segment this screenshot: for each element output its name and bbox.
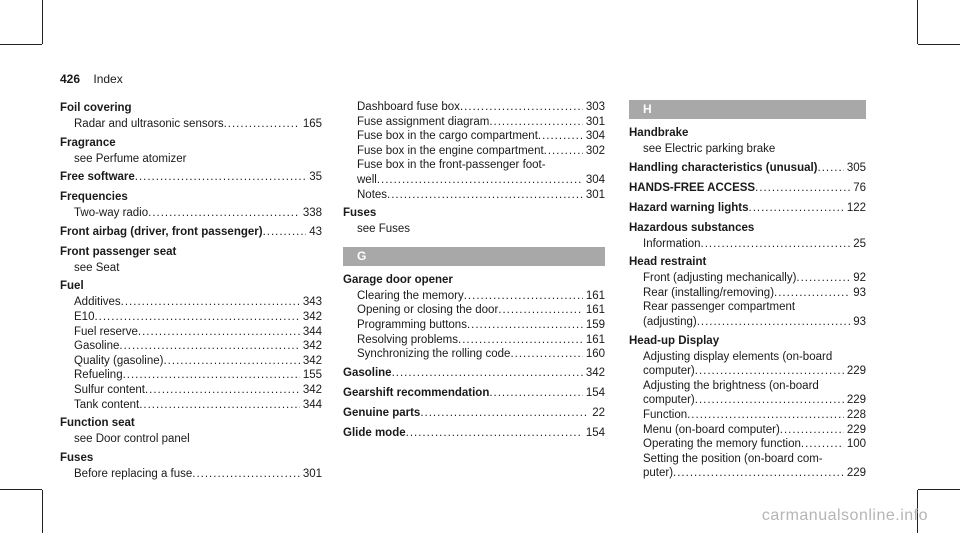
index-term: Fuses (60, 451, 94, 464)
index-term: Fuel (60, 280, 84, 293)
leader-dots (467, 318, 583, 333)
crop-mark (42, 490, 43, 533)
page-reference: 342 (302, 354, 322, 367)
index-subentry (60, 117, 322, 132)
leader-dots (192, 467, 300, 482)
index-subentry: see Door control panel (74, 433, 190, 446)
entry-text: puter) (643, 467, 674, 480)
leader-dots (695, 364, 844, 379)
entry-text: computer) (643, 365, 695, 378)
entry-text: Gearshift recommendation (343, 386, 490, 399)
entry-text: Menu (on-board computer) (643, 423, 780, 436)
entry-text: Additives (74, 296, 121, 309)
page-header (60, 72, 123, 86)
index-subentry: Adjusting the brightness (on-board (643, 379, 819, 392)
index-subentry (343, 115, 605, 130)
entry-text: Handling characteristics (unusual) (629, 161, 818, 174)
index-subentry (343, 129, 605, 144)
leader-dots (94, 310, 299, 325)
index-term-entry (343, 365, 605, 382)
entry-text: Quality (gasoline) (74, 354, 164, 367)
leader-dots (780, 423, 844, 438)
index-term: Fuses (343, 207, 377, 220)
entry-text: Free software (60, 171, 135, 184)
index-subentry: Fuse box in the front-passenger foot- (357, 159, 546, 172)
page-reference: 229 (846, 394, 866, 407)
index-subentry (60, 467, 322, 482)
entry-text: E10 (74, 310, 95, 323)
entry-text: Function (643, 408, 688, 421)
index-subentry (60, 295, 322, 310)
page-reference: 93 (853, 315, 866, 328)
index-subentry: Setting the position (on-board com- (643, 452, 823, 465)
index-column-1 (60, 100, 322, 481)
leader-dots (755, 180, 850, 197)
page-reference: 338 (302, 207, 322, 220)
crop-mark (0, 489, 42, 490)
entry-text: Front (adjusting mechanically) (643, 272, 797, 285)
index-term: Front passenger seat (60, 245, 177, 258)
entry-text: Refueling (74, 369, 123, 382)
leader-dots (498, 303, 583, 318)
leader-dots (148, 206, 300, 221)
entry-text: Notes (357, 188, 388, 201)
leader-dots (138, 325, 300, 340)
index-term: Head-up Display (629, 334, 720, 347)
index-subentry (343, 333, 605, 348)
crop-mark (917, 0, 918, 44)
page-reference: 229 (846, 423, 866, 436)
page-reference: 93 (853, 286, 866, 299)
index-subentry (343, 100, 605, 115)
index-subentry (629, 437, 866, 452)
page-reference: 303 (585, 101, 605, 113)
leader-dots (774, 286, 850, 301)
entry-text: Two-way radio (74, 207, 149, 220)
index-term-entry (629, 180, 866, 197)
page-reference: 159 (585, 318, 605, 331)
leader-dots (818, 160, 844, 177)
index-subentry (343, 188, 605, 203)
entry-text: Fuel reserve (74, 325, 138, 338)
index-column-2 (343, 100, 605, 442)
leader-dots (139, 398, 300, 413)
leader-dots (163, 354, 299, 369)
leader-dots (701, 237, 851, 252)
page-reference: 229 (846, 467, 866, 480)
index-subentry (629, 271, 866, 286)
page-reference: 304 (585, 173, 605, 186)
index-subentry (60, 368, 322, 383)
entry-text: Fuse box in the engine compartment (357, 144, 544, 157)
entry-text: Gasoline (343, 366, 392, 379)
index-subentry (343, 173, 605, 188)
leader-dots (263, 224, 307, 241)
index-subentry (629, 364, 866, 379)
index-term-entry (343, 385, 605, 402)
index-term: Head restraint (629, 256, 707, 269)
index-term: Frequencies (60, 191, 128, 204)
entry-text: Dashboard fuse box (357, 101, 460, 113)
entry-text: computer) (643, 394, 695, 407)
index-subentry (60, 383, 322, 398)
entry-text: Before replacing a fuse (74, 467, 193, 480)
index-subentry: see Electric parking brake (643, 143, 776, 155)
entry-text: Gasoline (74, 340, 120, 353)
entry-text: HANDS-FREE ACCESS (629, 181, 756, 194)
entry-text: Opening or closing the door (357, 304, 499, 317)
leader-dots (392, 365, 583, 382)
index-term: Foil covering (60, 102, 132, 114)
crop-mark (42, 0, 43, 44)
entry-text: Hazard warning lights (629, 201, 749, 214)
leader-dots (121, 295, 300, 310)
page-reference: 122 (846, 201, 866, 214)
index-subentry (343, 303, 605, 318)
page-reference: 228 (846, 408, 866, 421)
page-reference: 22 (592, 406, 605, 419)
leader-dots (749, 200, 844, 217)
letter-heading: H (629, 100, 866, 119)
index-term-entry (60, 224, 322, 241)
page-reference: 229 (846, 365, 866, 378)
index-subentry: Rear passenger compartment (643, 301, 796, 314)
leader-dots (224, 117, 300, 132)
index-term-entry (343, 425, 605, 442)
entry-text: Sulfur content (74, 383, 145, 396)
index-term-entry (629, 200, 866, 217)
index-subentry (60, 339, 322, 354)
leader-dots (387, 188, 583, 203)
index-term-entry (343, 405, 605, 422)
leader-dots (695, 393, 844, 408)
index-column-3 (629, 100, 866, 481)
leader-dots (801, 437, 844, 452)
index-subentry (343, 144, 605, 159)
leader-dots (135, 169, 306, 186)
entry-text: Genuine parts (343, 406, 421, 419)
index-term: Garage door opener (343, 273, 453, 286)
entry-text: Fuse assignment diagram (357, 115, 490, 128)
entry-text: well (357, 173, 377, 186)
entry-text: Operating the memory function (643, 438, 801, 451)
page-reference: 301 (585, 188, 605, 201)
page-reference: 161 (585, 333, 605, 346)
entry-text: Information (643, 237, 701, 250)
page-reference: 161 (585, 289, 605, 302)
crop-mark (0, 44, 42, 45)
leader-dots (377, 173, 583, 188)
entry-text: Resolving problems (357, 333, 458, 346)
index-term: Handbrake (629, 127, 689, 139)
index-subentry (343, 347, 605, 362)
index-subentry (629, 423, 866, 438)
index-subentry: Adjusting display elements (on-board (643, 350, 833, 363)
index-term-entry (629, 160, 866, 177)
index-term-entry (60, 169, 322, 186)
page-reference: 25 (853, 237, 866, 250)
index-subentry (60, 354, 322, 369)
page-reference: 165 (302, 118, 322, 130)
page-reference: 301 (585, 115, 605, 128)
index-subentry: see Seat (74, 261, 120, 274)
index-subentry (60, 398, 322, 413)
entry-text: Glide mode (343, 426, 406, 439)
entry-text: (adjusting) (643, 315, 697, 328)
leader-dots (458, 333, 583, 348)
letter-heading: G (343, 247, 605, 266)
page-reference: 76 (853, 181, 866, 194)
page-reference: 160 (585, 348, 605, 361)
index-subentry (629, 315, 866, 330)
crop-mark (918, 489, 960, 490)
page-reference: 100 (846, 438, 866, 451)
page-reference: 35 (309, 171, 322, 184)
leader-dots (460, 100, 583, 115)
leader-dots (510, 347, 582, 362)
page-reference: 302 (585, 144, 605, 157)
index-subentry (343, 289, 605, 304)
leader-dots (489, 115, 583, 130)
page-reference: 343 (302, 296, 322, 309)
watermark: carmanualsonline.info (761, 507, 928, 524)
index-subentry (629, 466, 866, 481)
leader-dots (420, 405, 589, 422)
leader-dots (489, 385, 582, 402)
index-subentry (629, 237, 866, 252)
index-term: Function seat (60, 417, 135, 430)
page-reference: 154 (585, 426, 605, 439)
entry-text: Front airbag (driver, front passenger) (60, 225, 263, 238)
entry-text: Synchronizing the rolling code (357, 348, 511, 361)
entry-text: Fuse box in the cargo compartment (357, 130, 538, 143)
leader-dots (697, 315, 851, 330)
page-reference: 305 (846, 161, 866, 174)
entry-text: Radar and ultrasonic sensors (74, 118, 224, 130)
index-term: Hazardous substances (629, 221, 755, 234)
page-reference: 342 (302, 383, 322, 396)
leader-dots (123, 368, 300, 383)
leader-dots (464, 289, 583, 304)
index-subentry (343, 318, 605, 333)
page-reference: 301 (302, 467, 322, 480)
page-reference: 344 (302, 398, 322, 411)
index-subentry (629, 286, 866, 301)
page-reference: 304 (585, 130, 605, 143)
leader-dots (538, 129, 583, 144)
leader-dots (406, 425, 583, 442)
entry-text: Rear (installing/removing) (643, 286, 775, 299)
index-subentry (629, 393, 866, 408)
index-subentry: see Fuses (357, 223, 411, 236)
leader-dots (119, 339, 299, 354)
page-reference: 342 (302, 310, 322, 323)
entry-text: Tank content (74, 398, 140, 411)
page-number: 426 (60, 72, 81, 86)
leader-dots (687, 408, 844, 423)
leader-dots (673, 466, 844, 481)
entry-text: Programming buttons (357, 318, 467, 331)
index-subentry (629, 408, 866, 423)
index-subentry: see Perfume atomizer (74, 152, 187, 165)
page-reference: 43 (309, 225, 322, 238)
leader-dots (544, 144, 583, 159)
index-subentry (60, 310, 322, 325)
index-term: Fragrance (60, 136, 116, 149)
page-reference: 344 (302, 325, 322, 338)
leader-dots (796, 271, 850, 286)
index-subentry (60, 325, 322, 340)
entry-text: Clearing the memory (357, 289, 464, 302)
page-reference: 155 (302, 369, 322, 382)
section-title: Index (93, 72, 123, 86)
page-reference: 342 (302, 340, 322, 353)
page-reference: 92 (853, 272, 866, 285)
crop-mark (918, 44, 960, 45)
page-reference: 161 (585, 304, 605, 317)
page-reference: 342 (585, 366, 605, 379)
leader-dots (145, 383, 300, 398)
page-reference: 154 (585, 386, 605, 399)
index-subentry (60, 206, 322, 221)
